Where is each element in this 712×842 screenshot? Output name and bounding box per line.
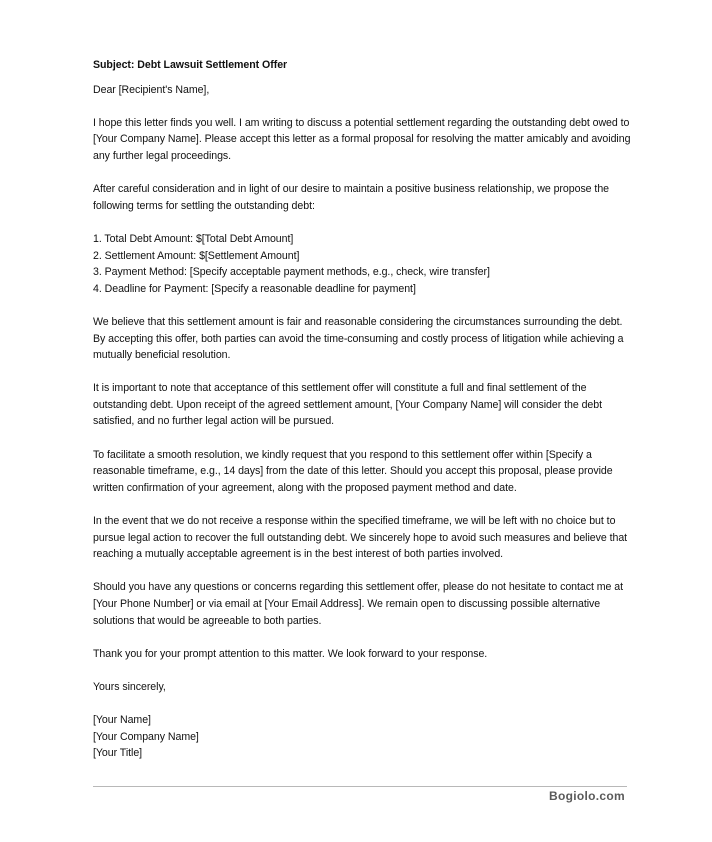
footer-brand: Bogiolo.com bbox=[549, 789, 625, 803]
contact-paragraph: Should you have any questions or concerns regarding this settlement offer, please do not hesitate to contact me at [Your Phone Number] or via email at [Your Email Address]. We remain open to discussing possible alternative solutions that would be agreeable to both parties. bbox=[93, 581, 624, 627]
intro-paragraph: I hope this letter finds you well. I am writing to discuss a potential settlement regarding the outstanding debt owed to [Your Company Name]. Please accept this letter as a formal proposal for resolving the matter amicably and avoiding any further legal proceedings. bbox=[93, 116, 631, 162]
term-total-debt: 1. Total Debt Amount: $[Total Debt Amount] bbox=[93, 232, 294, 245]
signature-company: [Your Company Name] bbox=[93, 730, 199, 743]
response-request-paragraph: To facilitate a smooth resolution, we kindly request that you respond to this settlement offer within [Specify a reasonable timeframe, e.g., 14 days] from the date of this letter. Should you accept this proposal, please provide written confirmation of your agreement, along with the proposed payment method and date. bbox=[93, 448, 613, 494]
settlement-terms-list bbox=[93, 231, 633, 297]
final-settlement-paragraph: It is important to note that acceptance of this settlement offer will constitute a full and final settlement of the outstanding debt. Upon receipt of the agreed settlement amount, [Your Company Name] will consider the debt satisfied, and no further legal action will be pursued. bbox=[93, 382, 602, 428]
term-payment-deadline: 4. Deadline for Payment: [Specify a reasonable deadline for payment] bbox=[93, 282, 416, 295]
signature-name: [Your Name] bbox=[93, 714, 151, 727]
legal-action-paragraph: In the event that we do not receive a response within the specified timeframe, we will be left with no choice but to pursue legal action to recover the full outstanding debt. We sincerely hope to avoid such measures and believe that reaching a mutually acceptable agreement is in the best interest of both parties involved. bbox=[93, 515, 628, 561]
term-payment-method: 3. Payment Method: [Specify acceptable payment methods, e.g., check, wire transfer] bbox=[93, 266, 490, 279]
fairness-paragraph: We believe that this settlement amount is fair and reasonable considering the circumstances surrounding the debt. By accepting this offer, both parties can avoid the time-consuming and costly process of litigation while achieving a mutually beneficial resolution. bbox=[93, 315, 624, 362]
letter-closing: Yours sincerely, bbox=[93, 680, 166, 693]
letter-content bbox=[93, 57, 633, 762]
thank-you-paragraph: Thank you for your prompt attention to this matter. We look forward to your response. bbox=[93, 647, 488, 660]
term-settlement-amount: 2. Settlement Amount: $[Settlement Amount] bbox=[93, 249, 300, 262]
footer-divider bbox=[93, 786, 627, 787]
terms-intro-paragraph: After careful consideration and in light of our desire to maintain a positive business relationship, we propose the following terms for settling the outstanding debt: bbox=[93, 183, 609, 212]
letter-subject: Subject: Debt Lawsuit Settlement Offer bbox=[93, 59, 288, 71]
signature-title: [Your Title] bbox=[93, 747, 143, 760]
signature-block bbox=[93, 712, 633, 762]
letter-greeting: Dear [Recipient's Name], bbox=[93, 83, 210, 96]
